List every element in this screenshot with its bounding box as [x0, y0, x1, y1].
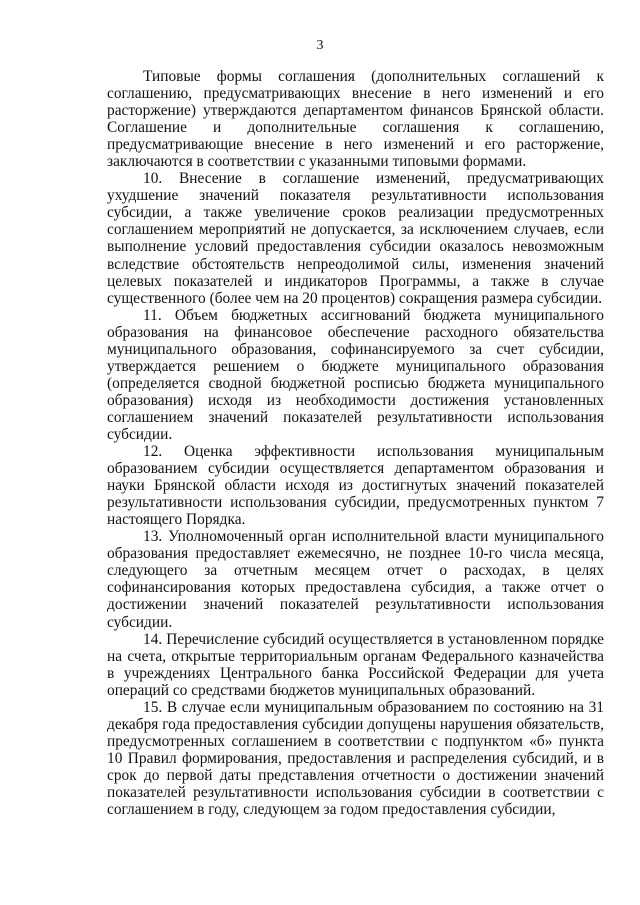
paragraph-14: 14. Перечисление субсидий осуществляется в установленном порядке на счета, открытые территориальным органам Федерального казначейства в учреждениях Центрального банка Российской Федерации для учета операций со средствами бюджетов муниципальных образований. — [107, 630, 604, 699]
paragraph-13: 13. Уполномоченный орган исполнительной власти муниципального образования предоставляет ежемесячно, не позднее 10-го числа месяца, следующего за отчетным месяцем отчет о расходах, в целях софинансирования которых предоставлена субсидия, а также отчет о достижении значений показателей результативности использования субсидии. — [107, 528, 604, 631]
page-number: 3 — [316, 38, 324, 53]
paragraph-15: 15. В случае если муниципальным образованием по состоянию на 31 декабря года предоставления субсидии допущены нарушения обязательств, предусмотренных соглашением в соответствии с подпунктом «б» пункта 10 Правил формирования, предоставления и распределения субсидий, и в срок до первой даты представления отчетности о достижении значений показателей результативности использования субсидии в соответствии с соглашением в году, следующем за годом предоставления субсидии, — [107, 698, 604, 819]
paragraph-12: 12. Оценка эффективности использования муниципальным образованием субсидии осуществляется департаментом образования и науки Брянской области исходя из достигнутых значений показателей результативности использования субсидии, предусмотренных пунктом 7 настоящего Порядка. — [107, 443, 604, 529]
paragraph-typical-forms: Типовые формы соглашения (дополнительных соглашений к соглашению, предусматривающих внесение в него изменений и его расторжение) утверждаются департаментом финансов Брянской области. Соглашение и дополнительные соглашения к соглашению, предусматривающие внесение в него изменений и его расторжение, заключаются в соответствии с указанными типовыми формами. — [107, 68, 604, 171]
paragraph-10: 10. Внесение в соглашение изменений, предусматривающих ухудшение значений показателя результативности использования субсидии, а также увеличение сроков реализации предусмотренных соглашением мероприятий не допускается, за исключением случаев, если выполнение условий предоставления субсидии оказалось невозможным вследствие обстоятельств непреодолимой силы, изменения значений целевых показателей и индикаторов Программы, а также в случае существенного (более чем на 20 процентов) сокращения размера субсидии. — [107, 170, 604, 307]
paragraph-11: 11. Объем бюджетных ассигнований бюджета муниципального образования на финансовое обеспечение расходного обязательства муниципального образования, софинансируемого за счет субсидии, утверждается решением о бюджете муниципального образования (определяется сводной бюджетной росписью бюджета муниципального образования) исходя из необходимости достижения установленных соглашением значений показателей результативности использования субсидии. — [107, 306, 604, 443]
document-body — [107, 68, 604, 818]
